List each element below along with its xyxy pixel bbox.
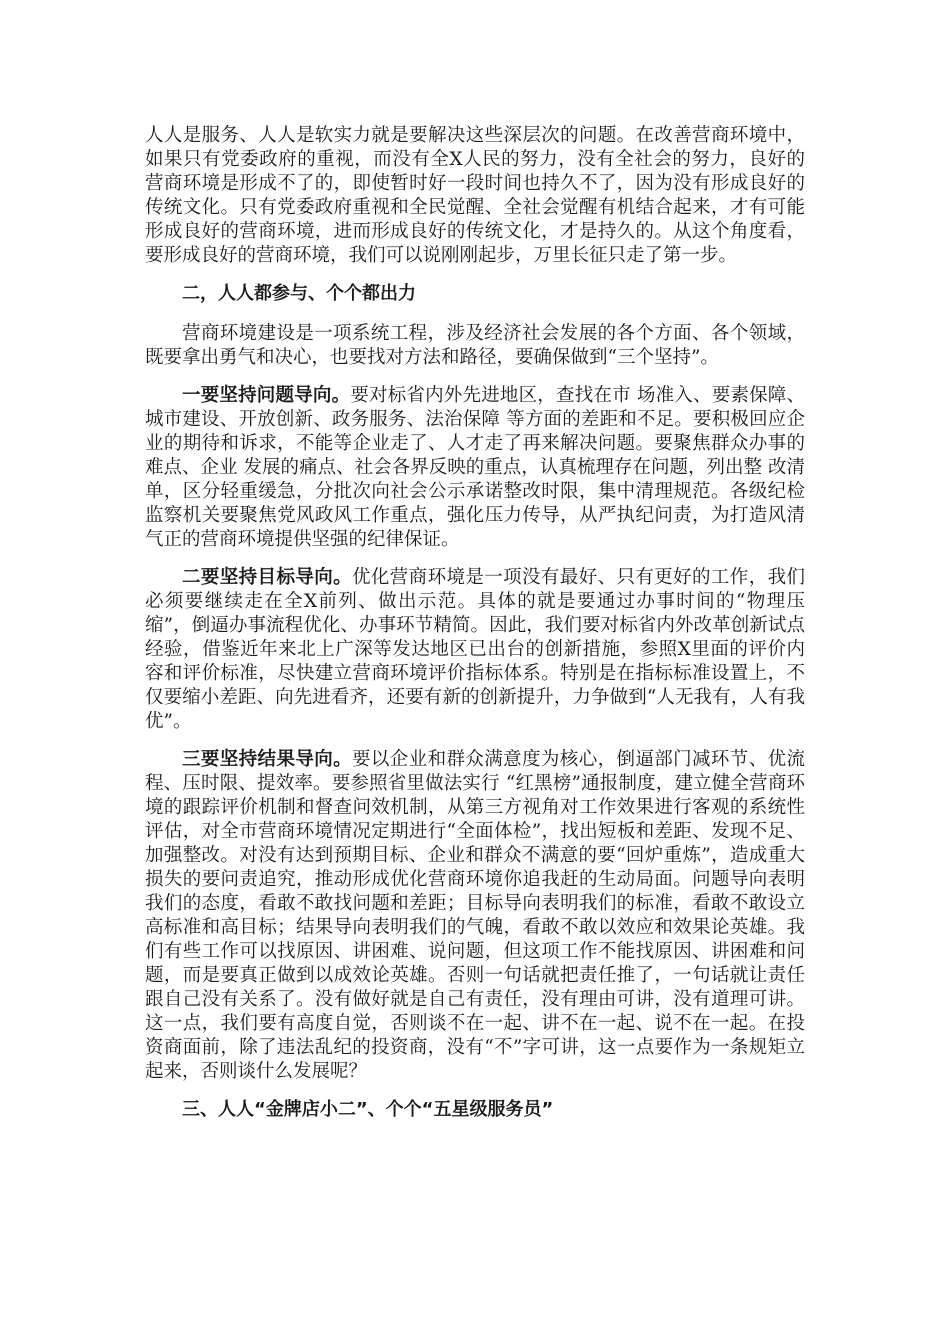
point-1-lead: 一要坚持问题导向。 — [182, 385, 351, 406]
point-3-body: 要以企业和群众满意度为核心，倒逼部门减环节、优流程、压时限、提效率。要参照省里做法实行 “红黑榜”通报制度，建立健全营商环境的跟踪评价机制和督查问效机制，从第三方视角对工作效果进行客观的系统性评估，对全市营商环境情况定期进行“全面体检”，找出短板和差距、发现不足、加强整改。对没有达到预期目标、企业和群众不满意的要“回炉重炼”，造成重大损失的要问责追究，推动形成优化营商环境你追我赶的生动局面。问题导向表明我们的态度，看敢不敢找问题和差距；目标导向表明我们的标准，看敢不敢设立高标准和高目标；结果导向表明我们的气魄，看敢不敢以效应和效果论英雄。我们有些工作可以找原因、讲困难、说问题，但这项工作不能找原因、讲困难和问题，而是要真正做到以成效论英雄。否则一句话就把责任推了，一句话就让责任跟自己没有关系了。没有做好就是自己有责任，没有理由可讲，没有道理可讲。这一点，我们要有高度自觉，否则谈不在一起、讲不在一起、说不在一起。在投资商面前，除了违法乱纪的投资商，没有“不”字可讲，这一点要作为一条规矩立起来，否则谈什么发展呢？ — [145, 749, 805, 1082]
section-3-heading: 三、人人“金牌店小二”、个个“五星级服务员” — [182, 1099, 554, 1120]
section-2-intro-paragraph: 营商环境建设是一项系统工程，涉及经济社会发展的各个方面、各个领域，既要拿出勇气和决心，也要找对方法和路径，要确保做到“三个坚持”。 — [145, 323, 805, 368]
document-body — [145, 124, 805, 1138]
point-2-lead: 二要坚持目标导向。 — [182, 567, 353, 588]
point-1-body: 要对标省内外先进地区，查找在市 场准入、要素保障、城市建设、开放创新、政务服务、法治保障 等方面的差距和不足。要积极回应企业的期待和诉求，不能等企业走了、人才走了再来解决问题。要聚焦群众办事的难点、企业 发展的痛点、社会各界反映的重点，认真梳理存在问题，列出整 改清单，区分轻重缓急，分批次向社会公示承诺整改时限，集中清理规范。各级纪检监察机关要聚焦党风政风工作重点，强化压力传导，从严执纪问责，为打造风清气正的营商环境提供坚强的纪律保证。 — [145, 385, 805, 550]
point-3-lead: 三要坚持结果导向。 — [182, 749, 353, 770]
point-2-paragraph — [145, 566, 805, 734]
point-2-body: 优化营商环境是一项没有最好、只有更好的工作，我们必须要继续走在全X前列、做出示范。具体的就是要通过办事时间的“物理压缩”，倒逼办事流程优化、办事环节精简。因此，我们要对标省内外改革创新试点经验，借鉴近年来北上广深等发达地区已出台的创新措施，参照X里面的评价内容和评价标准，尽快建立营商环境评价指标体系。特别是在指标标准设置上，不仅要缩小差距、向先进看齐，还要有新的创新提升，力争做到“人无我有，人有我优”。 — [145, 567, 805, 732]
point-3-paragraph — [145, 748, 805, 1084]
section-2-heading: 二，人人都参与、个个都出力 — [182, 283, 416, 304]
point-1-paragraph — [145, 384, 805, 552]
intro-paragraph: 人人是服务、人人是软实力就是要解决这些深层次的问题。在改善营商环境中，如果只有党委政府的重视，而没有全X人民的努力，没有全社会的努力，良好的营商环境是形成不了的，即使暂时好一段时间也持久不了，因为没有形成良好的传统文化。只有党委政府重视和全民觉醒、全社会觉醒有机结合起来，才有可能形成良好的营商环境，进而形成良好的传统文化，才是持久的。从这个角度看，要形成良好的营商环境，我们可以说刚刚起步，万里长征只走了第一步。 — [145, 125, 805, 266]
